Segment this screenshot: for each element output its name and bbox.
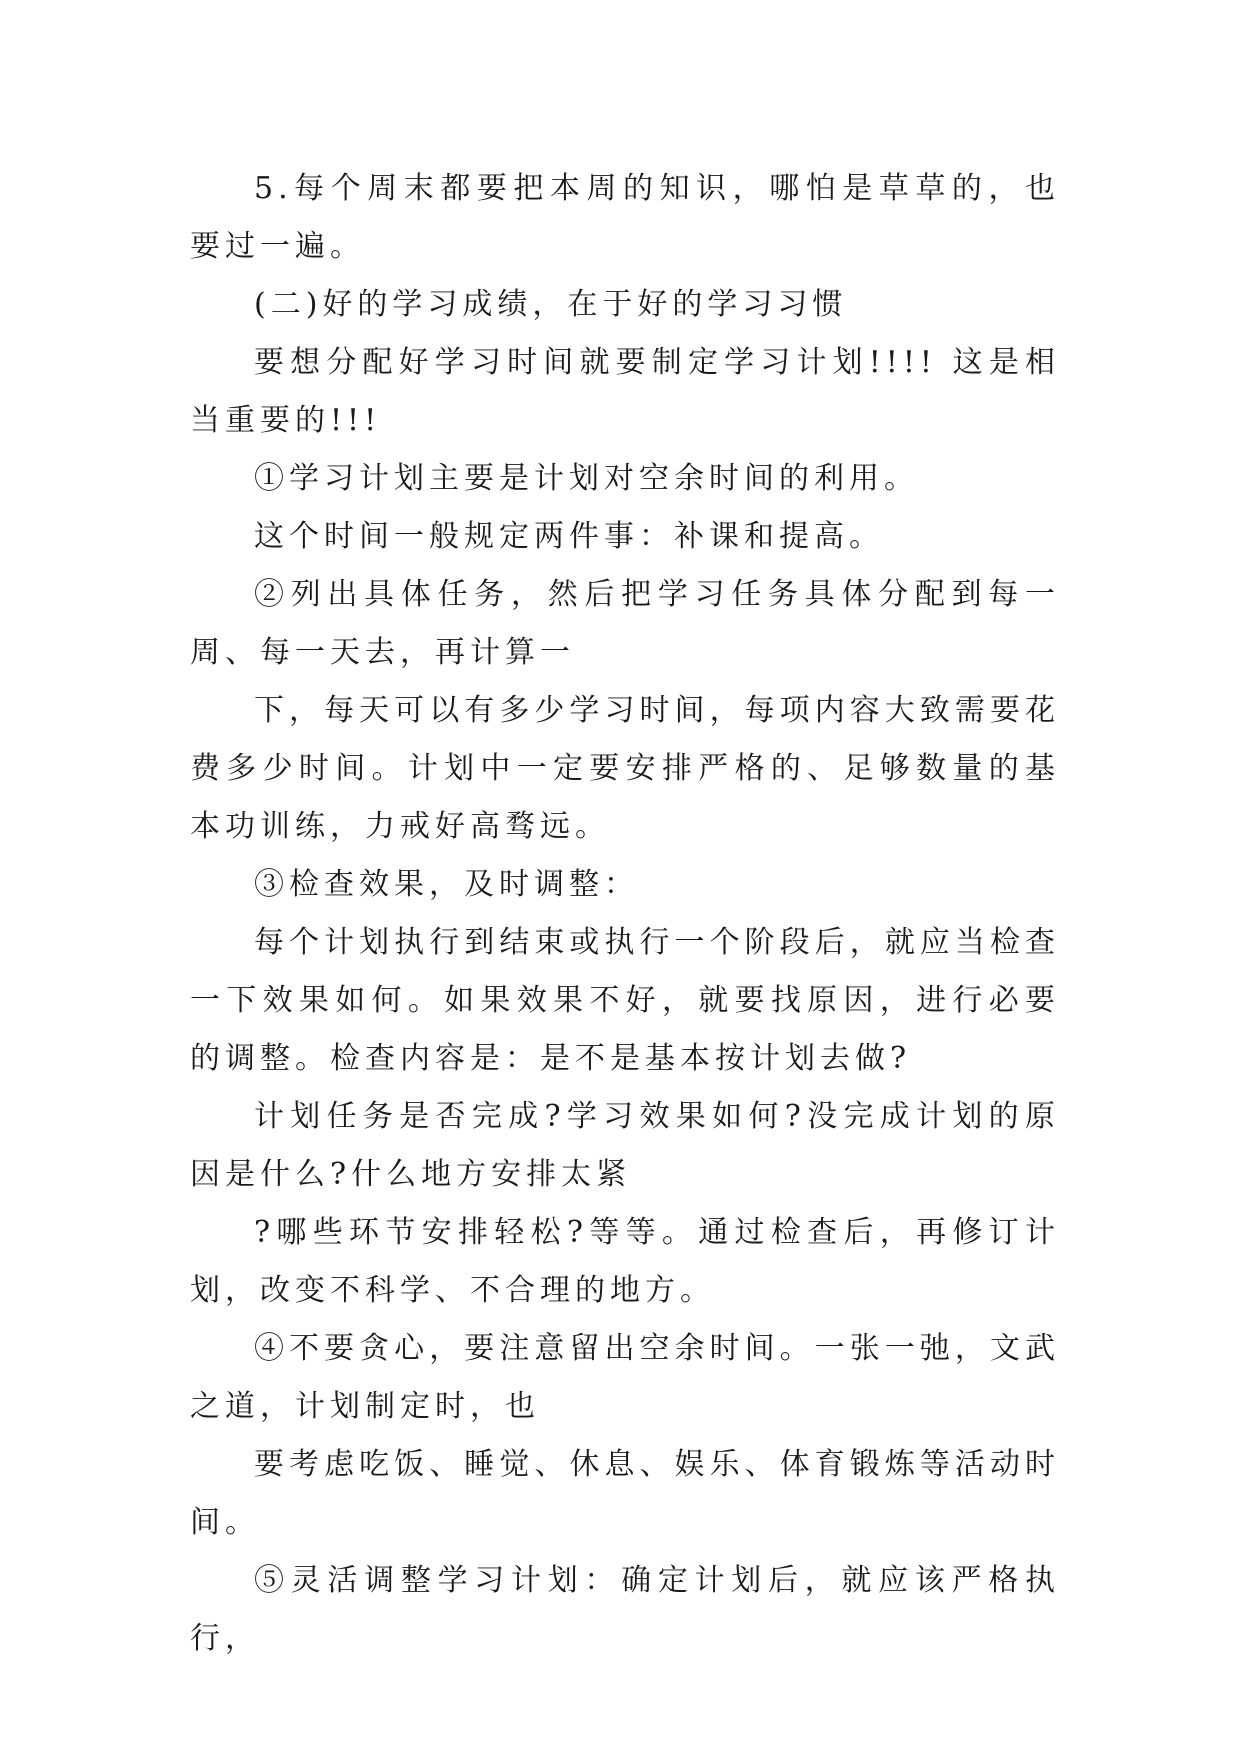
- paragraph-section-heading: (二)好的学习成绩，在于好的学习习惯: [254, 287, 848, 322]
- paragraph-point-4: ④不要贪心，要注意留出空余时间。一张一弛，文武之道，计划制定时，也: [190, 1331, 1060, 1424]
- document-body: [190, 160, 1060, 1668]
- paragraph-point-2: ②列出具体任务，然后把学习任务具体分配到每一周、每一天去，再计算一: [190, 577, 1060, 670]
- paragraph-check-questions: 计划任务是否完成?学习效果如何?没完成计划的原因是什么?什么地方安排太紧: [190, 1099, 1060, 1192]
- paragraph-weekend-review: 5.每个周末都要把本周的知识，哪怕是草草的，也要过一遍。: [190, 171, 1060, 264]
- paragraph-check-effect: 每个计划执行到结束或执行一个阶段后，就应当检查一下效果如何。如果效果不好，就要找原因，进行必要的调整。检查内容是：是不是基本按计划去做?: [190, 925, 1060, 1076]
- paragraph-point-1: ①学习计划主要是计划对空余时间的利用。: [254, 461, 919, 496]
- paragraph-revise-plan: ?哪些环节安排轻松?等等。通过检查后，再修订计划，改变不科学、不合理的地方。: [190, 1215, 1060, 1308]
- paragraph-daily-time: 下，每天可以有多少学习时间，每项内容大致需要花费多少时间。计划中一定要安排严格的、足够数量的基本功训练，力戒好高骛远。: [190, 693, 1060, 844]
- paragraph-point-3: ③检查效果，及时调整：: [254, 867, 639, 902]
- paragraph-point-5: ⑤灵活调整学习计划：确定计划后，就应该严格执行，: [190, 1563, 1060, 1656]
- paragraph-two-things: 这个时间一般规定两件事：补课和提高。: [254, 519, 884, 554]
- paragraph-make-plan: 要想分配好学习时间就要制定学习计划!!!! 这是相当重要的!!!: [190, 345, 1060, 438]
- paragraph-activities: 要考虑吃饭、睡觉、休息、娱乐、体育锻炼等活动时间。: [190, 1447, 1060, 1540]
